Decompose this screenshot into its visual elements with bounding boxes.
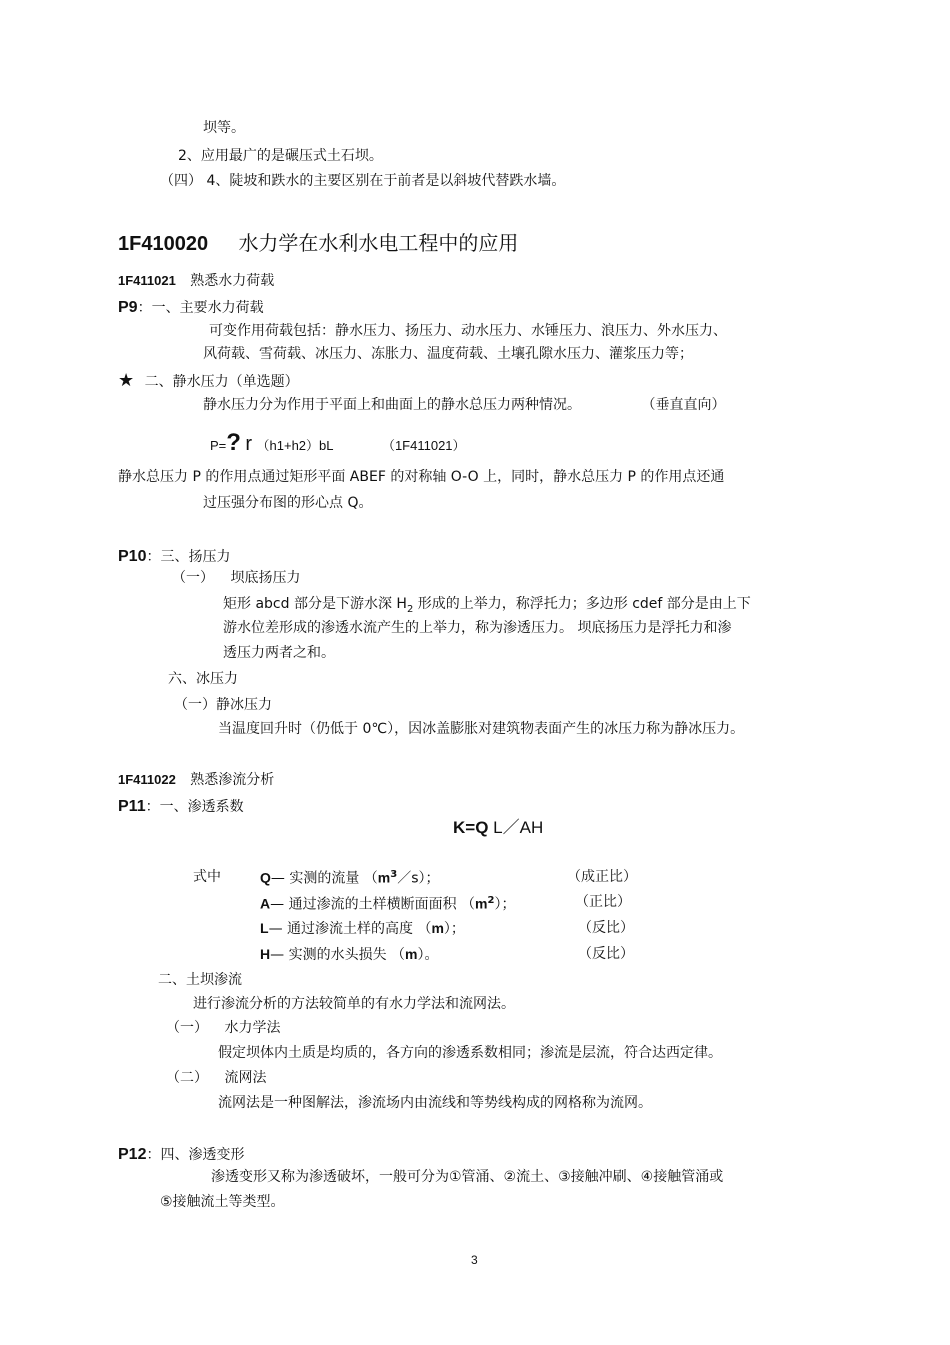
unit: m — [405, 946, 418, 962]
text-line: 坝等。 — [203, 120, 245, 136]
note: （垂直直向） — [641, 397, 726, 413]
formula-r: r — [245, 433, 253, 455]
page-ref-line — [118, 797, 244, 816]
definition-note: （反比） — [578, 920, 634, 936]
section-heading — [118, 231, 518, 256]
where-label: 式中 — [193, 869, 221, 885]
definition-row — [260, 869, 440, 887]
text-line — [223, 596, 751, 616]
text-line: 过压强分布图的形心点 Q。 — [203, 495, 373, 511]
text: 4、陡坡和跌水的主要区别在于前者是以斜坡代替跌水墙。 — [206, 173, 566, 189]
definition: — 通过渗流土样的高度 （ — [268, 921, 432, 937]
definition-note: （正比） — [575, 894, 631, 910]
heading: 六、冰压力 — [168, 671, 238, 687]
paren-label: （二） — [166, 1070, 208, 1086]
page-ref-line — [118, 298, 264, 317]
heading: ：四、渗透变形 — [146, 1147, 245, 1163]
heading-line — [172, 570, 300, 587]
heading: ：一、渗透系数 — [145, 799, 244, 815]
heading: 二、土坝渗流 — [158, 972, 242, 988]
text-line: 静水总压力 P 的作用点通过矩形平面 ABEF 的对称轴 O-O 上，同时，静水总压力 P 的作用点还通 — [118, 469, 725, 485]
heading-line — [166, 1020, 280, 1037]
page-ref: P11 — [118, 798, 146, 815]
paren-label: （一） — [166, 1020, 208, 1036]
formula-prefix: P= — [210, 438, 227, 453]
definition: — 实测的流量 （ — [270, 870, 378, 887]
formula-gamma: ? — [226, 429, 241, 456]
text-line — [203, 397, 725, 414]
superscript: 3 — [390, 869, 398, 880]
text-line: 进行渗流分析的方法较简单的有水力学法和流网法。 — [193, 996, 515, 1012]
heading-line — [166, 1070, 266, 1087]
text-line: 可变作用荷载包括：静水压力、扬压力、动水压力、水锤压力、浪压力、外水压力、 — [209, 323, 727, 339]
heading-line — [118, 370, 299, 392]
formula-ref: （1F411021） — [381, 438, 466, 453]
text: 形成的上举力，称浮托力；多边形 cdef 部分是由上下 — [413, 596, 751, 612]
text-line: 流网法是一种图解法，渗流场内由流线和等势线构成的网格称为流网。 — [218, 1095, 652, 1111]
subsection-heading — [118, 772, 274, 789]
formula-rest: L／AH — [488, 818, 544, 837]
star-icon: ★ — [118, 370, 135, 391]
subscript: 2 — [406, 603, 414, 615]
text: 静水压力分为作用于平面上和曲面上的静水总压力两种情况。 — [203, 397, 581, 413]
unit: m — [475, 895, 488, 912]
definition: — 实测的水头损失 （ — [270, 947, 406, 963]
definition-row — [260, 895, 515, 913]
paren-label: （一） — [172, 570, 214, 586]
page-ref: P10 — [118, 548, 147, 565]
definition: — 通过渗流的土样横断面面积 （ — [270, 896, 476, 913]
text-line: 假定坝体内土质是均质的，各方向的渗透系数相同；渗流是层流，符合达西定律。 — [218, 1045, 722, 1061]
text-line: 游水位差形成的渗透水流产生的上举力，称为渗透压力。 坝底扬压力是浮托力和渗 — [223, 620, 732, 636]
subsection-title: 熟悉水力荷载 — [190, 273, 275, 289]
formula-bold: K=Q — [453, 818, 489, 837]
unit-rest: ）； — [494, 896, 516, 913]
unit-rest: ／s）； — [397, 870, 440, 887]
text-line: ⑤接触流土等类型。 — [160, 1194, 285, 1210]
text-line: 当温度回升时（仍低于 0℃），因冰盖膨胀对建筑物表面产生的冰压力称为静冰压力。 — [218, 721, 745, 737]
text-line: 透压力两者之和。 — [223, 645, 335, 661]
definition-row — [260, 920, 465, 938]
subsection-code: 1F411021 — [118, 273, 176, 288]
section-code: 1F410020 — [118, 233, 209, 255]
page-ref: P12 — [118, 1146, 147, 1163]
superscript: 2 — [487, 895, 495, 906]
heading: 水力学法 — [224, 1020, 281, 1036]
formula-rest: （h1+h2）bL — [256, 438, 334, 453]
heading: 二、静水压力（单选题） — [144, 374, 299, 390]
symbol: A — [260, 895, 271, 912]
text-line — [160, 173, 565, 190]
page-ref: P9 — [118, 299, 138, 316]
text-line: 渗透变形又称为渗透破坏，一般可分为①管涌、②流土、③接触冲刷、④接触管涌或 — [211, 1169, 724, 1185]
symbol: L — [260, 920, 269, 936]
text-line: 2、应用最广的是碾压式土石坝。 — [178, 148, 383, 164]
unit-rest: ）； — [443, 921, 465, 937]
symbol: Q — [260, 869, 271, 886]
unit: m — [431, 920, 444, 936]
subsection-title: 熟悉渗流分析 — [190, 772, 275, 788]
heading: ：三、扬压力 — [146, 549, 231, 565]
formula — [453, 818, 543, 838]
heading: （一）静冰压力 — [174, 697, 272, 713]
page-ref-line — [118, 547, 230, 566]
page-number: 3 — [471, 1253, 478, 1267]
heading: 坝底扬压力 — [230, 570, 301, 586]
definition-note: （反比） — [578, 946, 634, 962]
heading: ：一、主要水力荷载 — [137, 300, 264, 316]
definition-row — [260, 946, 438, 964]
definition-note: （成正比） — [567, 869, 637, 885]
subsection-heading — [118, 273, 274, 290]
heading: 流网法 — [224, 1070, 267, 1086]
text-line: 风荷载、雪荷载、冰压力、冻胀力、温度荷载、土壤孔隙水压力、灌浆压力等； — [203, 346, 693, 362]
unit: m — [377, 869, 391, 886]
page-ref-line — [118, 1145, 244, 1164]
text: 矩形 abcd 部分是下游水深 H — [223, 596, 407, 612]
symbol: H — [260, 946, 271, 962]
formula — [210, 429, 466, 458]
subsection-code: 1F411022 — [118, 772, 176, 787]
paren-label: （四） — [160, 173, 202, 189]
section-title: 水力学在水利水电工程中的应用 — [238, 231, 519, 255]
unit-rest: ）。 — [417, 947, 439, 963]
